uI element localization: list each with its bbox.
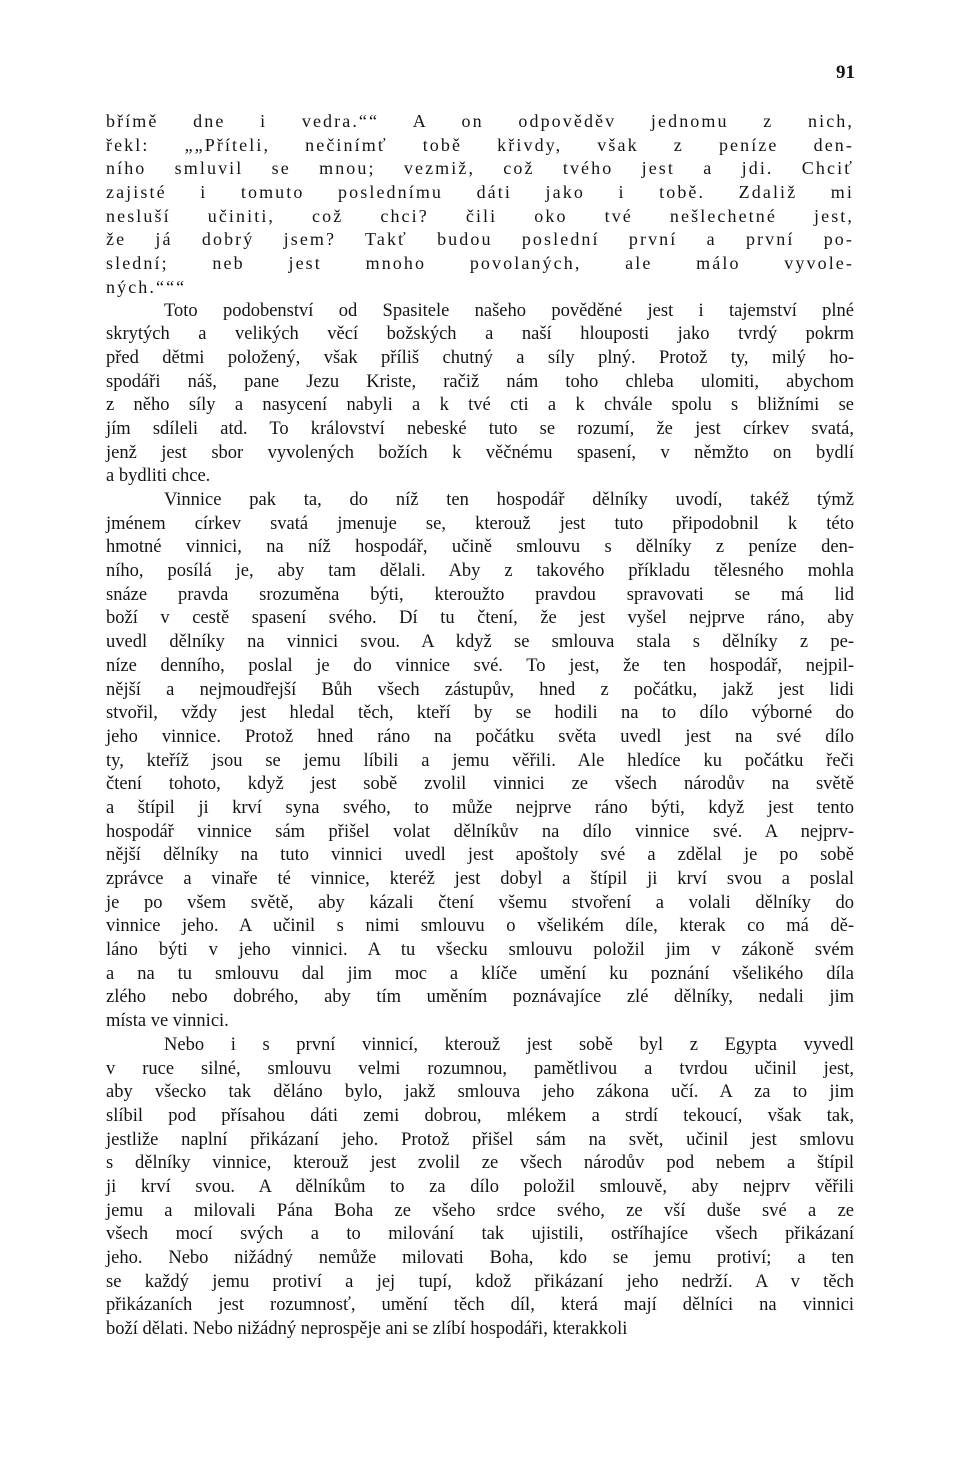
text-line: hospodář vinnice sám přišel volat dělníkův na dílo vinnice své. A nejprv- xyxy=(106,821,854,842)
text-line: ty, kteříž jsou se jemu líbili a jemu věřili. Ale hledíce ku počátku řeči xyxy=(106,750,854,771)
text-line: ního smluvil se mnou; vezmiž, což tvého jest a jdi. Chciť xyxy=(106,158,854,179)
text-line: spodáři náš, pane Jezu Kriste, račiž nám toho chleba ulomiti, abychom xyxy=(106,371,854,392)
text-line: čtení tohoto, když jest sobě zvolil vinnici ze všech národův na světě xyxy=(106,774,854,795)
text-line: místa ve vinnici. xyxy=(106,1011,229,1032)
text-line: s dělníky vinnice, kterouž jest zvolil ze všech národův pod nebem a štípil xyxy=(106,1153,854,1174)
text-line: nější dělníky na tuto vinnici uvedl jest apoštoly své a zdělal je po sobě xyxy=(106,845,854,866)
body-text xyxy=(106,110,854,1342)
text-line: stvořil, vždy jest hledal těch, kteří by se hodili na to dílo výborné do xyxy=(106,703,854,724)
text-line: níze denního, poslal je do vinnice své. To jest, že ten hospodář, nejpil- xyxy=(106,655,854,676)
text-line: slíbil pod přísahou dáti zemi dobrou, mlékem a strdí tekoucí, však tak, xyxy=(106,1105,854,1126)
page-number: 91 xyxy=(836,62,855,83)
text-line: Vinnice pak ta, do níž ten hospodář dělníky uvodí, takéž týmž xyxy=(164,490,854,510)
text-line: ního, posílá je, aby tam dělali. Aby z takového příkladu tělesného mohla xyxy=(106,561,854,582)
text-line: snáze pravda srozuměna býti, kteroužto pravdou spravovati se má lid xyxy=(106,584,854,605)
text-line: zajisté i tomuto poslednímu dáti jako i tobě. Zdaliž mi xyxy=(106,182,854,203)
paragraph xyxy=(106,1034,854,1342)
text-line: zlého nebo dobrého, aby tím uměním poznávajíce zlé dělníky, nedali jim xyxy=(106,987,854,1008)
text-line: břímě dne i vedra.““ A on odpověděv jednomu z nich, xyxy=(106,111,854,131)
text-line: aby všecko tak děláno bylo, jakž smlouva jeho zákona učí. A za to jim xyxy=(106,1082,854,1103)
text-line: hmotné vinnici, na níž hospodář, učině smlouvu s dělníky z peníze den- xyxy=(106,537,854,558)
text-line: řekl: „„Příteli, nečinímť tobě křivdy, však z peníze den- xyxy=(106,134,854,155)
text-line: přikázaních jest rozumnosť, umění těch díl, která mají dělníci na vinnici xyxy=(106,1295,854,1316)
text-line: boží dělati. Nebo nižádný neprospěje ani se zlíbí hospodáři, kterakkoli xyxy=(106,1319,628,1340)
text-line: jeho. Nebo nižádný nemůže milovati Boha, kdo se jemu protiví; a ten xyxy=(106,1248,854,1268)
text-line: a na tu smlouvu dal jim moc a klíče umění ku poznání všelikého díla xyxy=(106,963,854,984)
text-line: slední; neb jest mnoho povolaných, ale málo vyvole- xyxy=(106,253,854,274)
text-line: a štípil ji krví syna svého, to může nejprve ráno býti, když jest tento xyxy=(106,797,854,818)
text-line: jím sdíleli atd. To království nebeské tuto se rozumí, že jest církev svatá, xyxy=(106,418,854,439)
text-line: před dětmi položený, však příliš chutný a síly plný. Protož ty, milý ho- xyxy=(106,347,854,368)
text-line: zprávce a vinaře té vinnice, kteréž jest dobyl a štípil ji krví svou a poslal xyxy=(106,869,854,889)
text-line: jenž jest sbor vyvolených božích k věčnému spasení, v němžto on bydlí xyxy=(106,442,854,463)
text-line: boží v cestě spasení svého. Dí tu čtení, že jest vyšel nejprve ráno, aby xyxy=(106,608,854,629)
paragraph xyxy=(106,489,854,1034)
text-line: v ruce silné, smlouvu velmi rozumnou, pamětlivou a tvrdou učinil jest, xyxy=(106,1058,854,1079)
text-line: jeho vinnice. Protož hned ráno na počátku světa uvedl jest na své dílo xyxy=(106,726,854,747)
text-line: jménem církev svatá jmenuje se, kterouž jest tuto připodobnil k této xyxy=(106,513,854,534)
text-line: že já dobrý jsem? Takť budou poslední první a první po- xyxy=(106,229,854,250)
text-line: ji krví svou. A dělníkům to za dílo položil smlouvě, aby nejprv věřili xyxy=(106,1176,854,1197)
text-line: vinnice jeho. A učinil s nimi smlouvu o všelikém díle, kterak co má dě- xyxy=(106,916,854,937)
text-line: Nebo i s první vinnicí, kterouž jest sobě byl z Egypta vyvedl xyxy=(164,1034,854,1055)
text-line: nější a nejmoudřejší Bůh všech zástupův, hned z počátku, jakž jest lidi xyxy=(106,679,854,700)
text-line: je po všem světě, aby kázali čtení všemu stvoření a volali dělníky do xyxy=(106,892,854,913)
text-line: z něho síly a nasycení nabyli a k tvé cti a k chvále spolu s bližními se xyxy=(106,395,854,416)
text-line: jemu a milovali Pána Boha ze všeho srdce svého, ze vší duše své a ze xyxy=(106,1200,854,1221)
paragraph xyxy=(106,300,854,490)
text-line: uvedl dělníky na vinnici svou. A když se smlouva stala s dělníky z pe- xyxy=(106,632,854,653)
text-line: nesluší učiniti, což chci? čili oko tvé nešlechetné jest, xyxy=(106,205,854,226)
text-line: jestliže naplní přikázaní jeho. Protož přišel sám na svět, učinil jest smlovu xyxy=(106,1129,854,1150)
spaced-passage xyxy=(106,110,854,300)
text-line: Toto podobenství od Spasitele našeho pověděné jest i tajemství plné xyxy=(164,300,854,321)
text-line: a bydliti chce. xyxy=(106,466,211,487)
text-line: všech mocí svých a to milování tak ujistili, ostříhajíce všech přikázaní xyxy=(106,1224,854,1245)
text-line: skrytých a velikých věcí božských a naší hlouposti jako tvrdý pokrm xyxy=(106,324,854,345)
text-line: láno býti v jeho vinnici. A tu všecku smlouvu položil jim v zákoně svém xyxy=(106,940,854,961)
text-line: ných.“““ xyxy=(106,276,187,297)
text-line: se každý jemu protiví a jej tupí, kdož přikázaní jeho nedrží. A v těch xyxy=(106,1271,854,1292)
